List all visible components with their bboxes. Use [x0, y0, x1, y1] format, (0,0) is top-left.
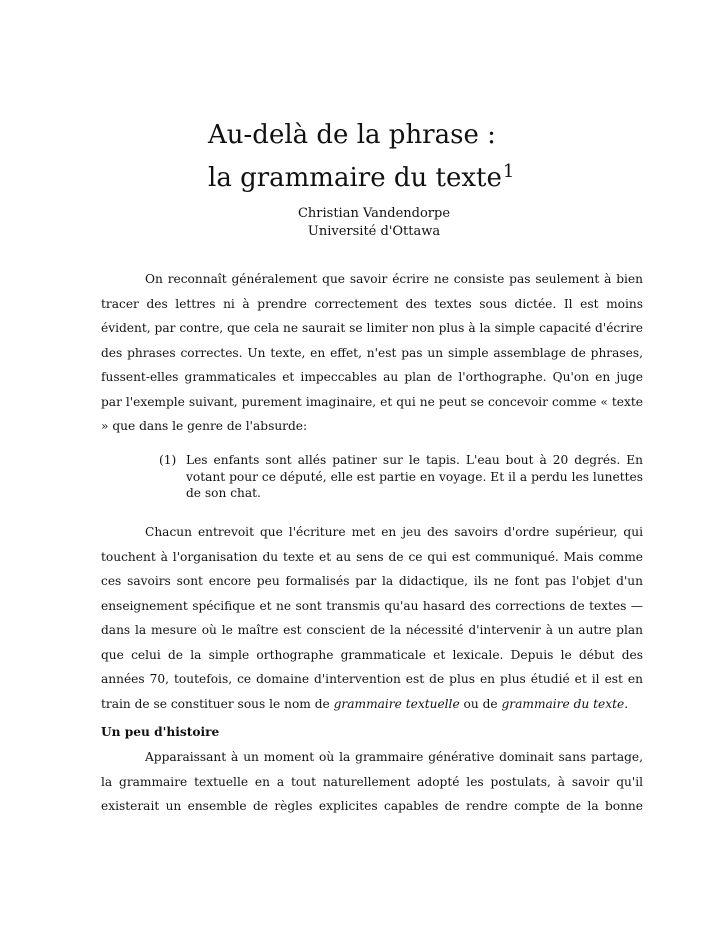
footnote-mark: 1 — [502, 161, 515, 182]
author-name: Christian Vandendorpe — [297, 206, 451, 221]
title-line-1: Au-delà de la phrase : — [208, 120, 496, 150]
paragraph-2 — [101, 520, 643, 716]
section-heading: Un peu d'histoire — [101, 725, 220, 739]
term-grammaire-du-texte: grammaire du texte — [501, 696, 625, 711]
term-grammaire-textuelle: grammaire textuelle — [333, 696, 460, 711]
author-affiliation: Université d'Ottawa — [307, 224, 441, 239]
example-number: (1) — [159, 453, 177, 467]
paragraph-2-text: Chacun entrevoit que l'écriture met en jeu des savoirs d'ordre supérieur, qui touchent à l'organisation du texte et au sens de ce qui est communiqué. Mais comme ces savoirs sont encore peu formalisés par la didactique, ils ne font pas l'objet d'un enseignement spécifique et ne sont transmis qu'au hasard des corrections de textes — dans la mesure où le maître est conscient de la nécessité d'intervenir à un autre plan que celui de la simple orthographe grammaticale et lexicale. Depuis le début des années 70, toutefois, ce domaine d'intervention est de plus en plus étudié et il est en train de se constituer sous le nom de — [101, 525, 643, 711]
paragraph-3: Apparaissant à un moment où la grammaire générative dominait sans partage, la grammaire textuelle en a tout naturellement adopté les postulats, à savoir qu'il existerait un ensemble de règles explicites capables de rendre compte de la bonne — [101, 750, 643, 813]
paragraph-1: On reconnaît généralement que savoir écrire ne consiste pas seulement à bien tracer des lettres ni à prendre correctement des textes sous dictée. Il est moins évident, par contre, que cela ne saurait se limiter non plus à la simple capacité d'écrire des phrases correctes. Un texte, en effet, n'est pas un simple assemblage de phrases, fussent-elles grammaticales et impeccables au plan de l'orthographe. Qu'on en juge par l'exemple suivant, purement imaginaire, et qui ne peut se concevoir comme « texte » que dans le genre de l'absurde: — [101, 272, 643, 433]
title-line-2-text: la grammaire du texte — [208, 163, 502, 193]
title-line-2 — [208, 155, 514, 195]
paragraph-2-end: . — [624, 696, 629, 711]
example-1 — [159, 452, 643, 502]
example-text: Les enfants sont allés patiner sur le tapis. L'eau bout à 20 degrés. En votant pour ce député, elle est partie en voyage. Et il a perdu les lunettes de son chat. — [186, 453, 643, 500]
paragraph-2-connector: ou de — [459, 696, 502, 711]
